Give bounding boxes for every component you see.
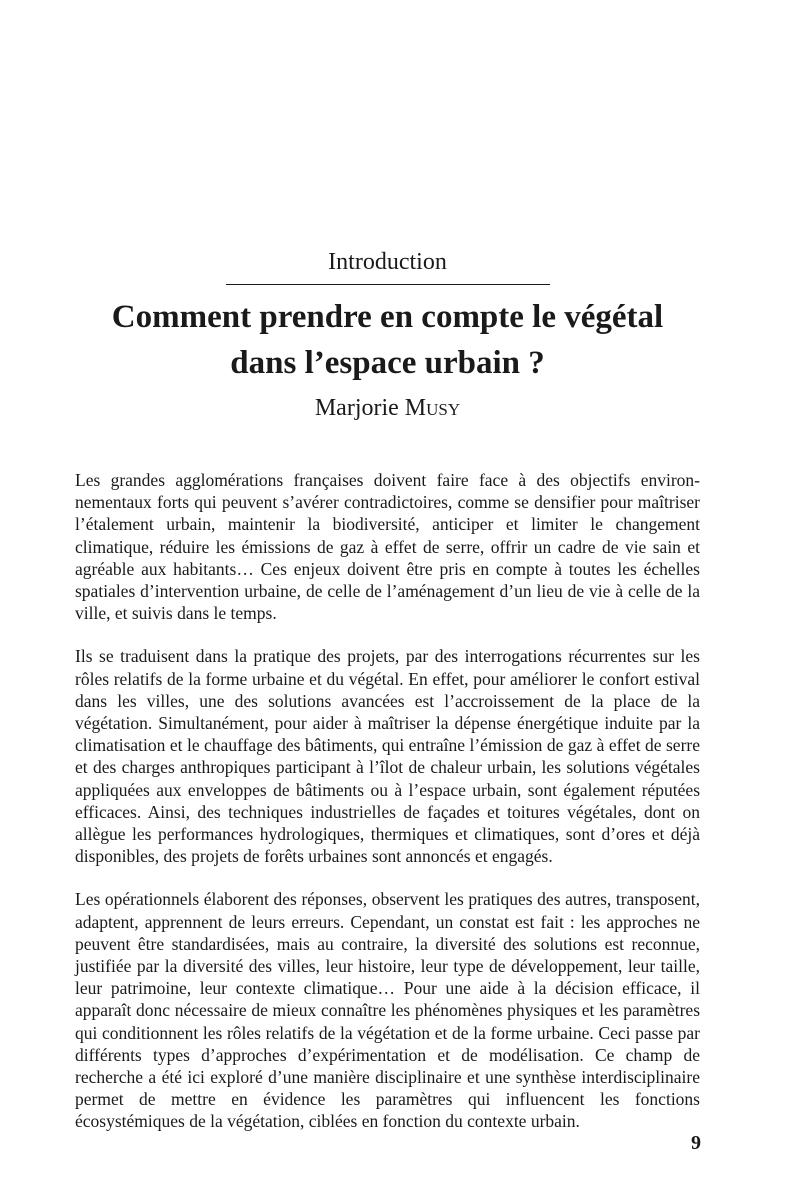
chapter-title [0, 294, 775, 386]
author-surname: Musy [404, 395, 461, 421]
author-given-name: Marjorie [314, 395, 399, 421]
page-number: 9 [691, 1132, 701, 1154]
title-divider [226, 284, 550, 285]
paragraph-2: Ils se traduisent dans la pratique des projets, par des interrogations récurrentes sur les rôles relatifs de la forme urbaine et du végétal. En effet, pour améliorer le confort estival dans les villes, une des solutions avancées est l’accroissement de la place de la végétation. Simultanément, pour aider à maîtriser la dépense énergétique induite par la climatisation et le chauffage des bâtiments, qui entraîne l’émission de gaz à effet de serre et des charges anthropiques participant à l’îlot de chaleur urbain, les solutions végétales appliquées aux enveloppes de bâtiments ou à l’espace urbain, sont également réputées efficaces. Ainsi, des techniques industrielles de façades et toitures végétales, dont on allègue les performances hydrologiques, thermiques et climatiques, sont d’ores et déjà disponibles, des projets de forêts urbaines sont annoncés et engagés. [75, 646, 700, 867]
chapter-kicker: Introduction [328, 249, 447, 275]
author-name [0, 392, 775, 424]
chapter-title-line-1: Comment prendre en compte le végétal [111, 299, 664, 335]
paragraph-1: Les grandes agglomérations françaises doivent faire face à des objectifs environnementaux forts qui peuvent s’avérer contradictoires, comme se densifier pour maîtriser l’étalement urbain, maintenir la biodiversité, anticiper et limiter le changement climatique, réduire les émissions de gaz à effet de serre, offrir un cadre de vie sain et agréable aux habitants… Ces enjeux doivent être pris en compte à toutes les échelles spatiales d’intervention urbaine, de celle de l’aménagement d’un lieu de vie à celle de la ville, et suivis dans le temps. [75, 470, 700, 624]
chapter-title-line-2: dans l’espace urbain ? [230, 345, 545, 381]
paragraph-3: Les opérationnels élaborent des réponses, observent les pratiques des autres, transposent, adaptent, apprennent de leurs erreurs. Cependant, un constat est fait : les approches ne peuvent être standardisées, mais au contraire, la diversité des solutions est reconnue, justifiée par la diversité des villes, leur histoire, leur type de développement, leur taille, leur patrimoine, leur contexte climatique… Pour une aide à la décision efficace, il apparaît donc nécessaire de mieux connaître les phénomènes physiques et les paramètres qui conditionnent les rôles relatifs de la végétation et de la forme urbaine. Ceci passe par différents types d’approches d’expérimentation et de modélisation. Ce champ de recherche a été ici exploré d’une manière disciplinaire et une synthèse interdisciplinaire permet de mettre en évidence les paramètres qui influencent les fonctions écosystémiques de la végétation, ciblées en fonction du contexte urbain. [75, 889, 700, 1132]
body-text [75, 469, 700, 1154]
